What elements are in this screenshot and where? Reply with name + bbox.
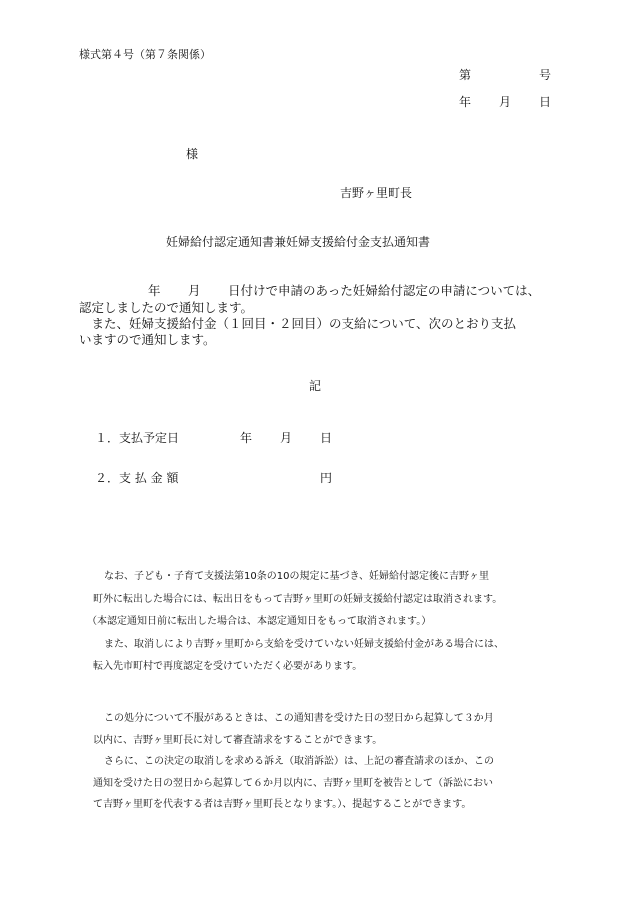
ki-mark: 記: [309, 379, 322, 393]
body-line-2: 認定しましたので通知します。: [79, 300, 254, 315]
doc-number-suffix: 号: [539, 68, 552, 82]
note-1-line-2: 町外に転出した場合には、転出日をもって吉野ヶ里町の妊婦支援給付認定は取消されます。: [93, 594, 503, 605]
appeal-1-line-1: この処分について不服があるときは、この通知書を受けた日の翌日から起算して３か月: [104, 713, 494, 724]
body-line-1: 日付けで申請のあった妊婦給付認定の申請については、: [228, 283, 541, 298]
note-2-line-2: 転入先市町村で再度認定を受けていただく必要があります。: [93, 661, 363, 672]
note-1-line-3: （本認定通知日前に転出した場合は、本認定通知日をもって取消されます。）: [87, 616, 432, 627]
item-payment-day: 日: [320, 431, 333, 445]
item-payment-amount-label: ２．支 払 金 額: [95, 471, 179, 485]
body-line-4: いますので通知します。: [79, 332, 216, 347]
appeal-1-line-2: 以内に、吉野ヶ里町長に対して審査請求をすることができます。: [93, 735, 383, 746]
body-line-3: また、妊婦支援給付金（１回目・２回目）の支給について、次のとおり支払: [79, 316, 517, 331]
appeal-2-line-3: て吉野ヶ里町を代表する者は吉野ヶ里町長となります。）、提起することができます。: [93, 799, 472, 810]
note-2-line-1: また、取消しにより吉野ヶ里町から支給を受けていない妊婦支援給付金がある場合には、: [104, 639, 504, 650]
body-date-year: 年: [148, 283, 161, 298]
form-number: 様式第４号（第７条関係）: [79, 48, 211, 61]
date-day-label: 日: [539, 95, 552, 109]
item-payment-amount-unit: 円: [320, 471, 333, 485]
item-payment-year: 年: [240, 431, 253, 445]
body-date-month: 月: [188, 283, 201, 298]
item-payment-month: 月: [280, 431, 293, 445]
doc-number-prefix: 第: [459, 68, 472, 82]
date-month-label: 月: [499, 95, 512, 109]
appeal-2-line-1: さらに、この決定の取消しを求める訴え（取消訴訟）は、上記の審査請求のほか、この: [104, 756, 494, 767]
appeal-2-line-2: 通知を受けた日の翌日から起算して６か月以内に、吉野ヶ里町を被告として（訴訟におい: [93, 778, 493, 789]
addressee-honorific: 様: [186, 147, 199, 161]
sender-name: 吉野ヶ里町長: [340, 186, 413, 200]
date-year-label: 年: [459, 95, 472, 109]
document-title: 妊婦給付認定通知書兼妊婦支援給付金支払通知書: [166, 235, 431, 249]
item-payment-date-label: １．支払予定日: [95, 431, 180, 445]
note-1-line-1: なお、子ども・子育て支援法第10条の10の規定に基づき、妊婦給付認定後に吉野ヶ里: [104, 571, 490, 582]
